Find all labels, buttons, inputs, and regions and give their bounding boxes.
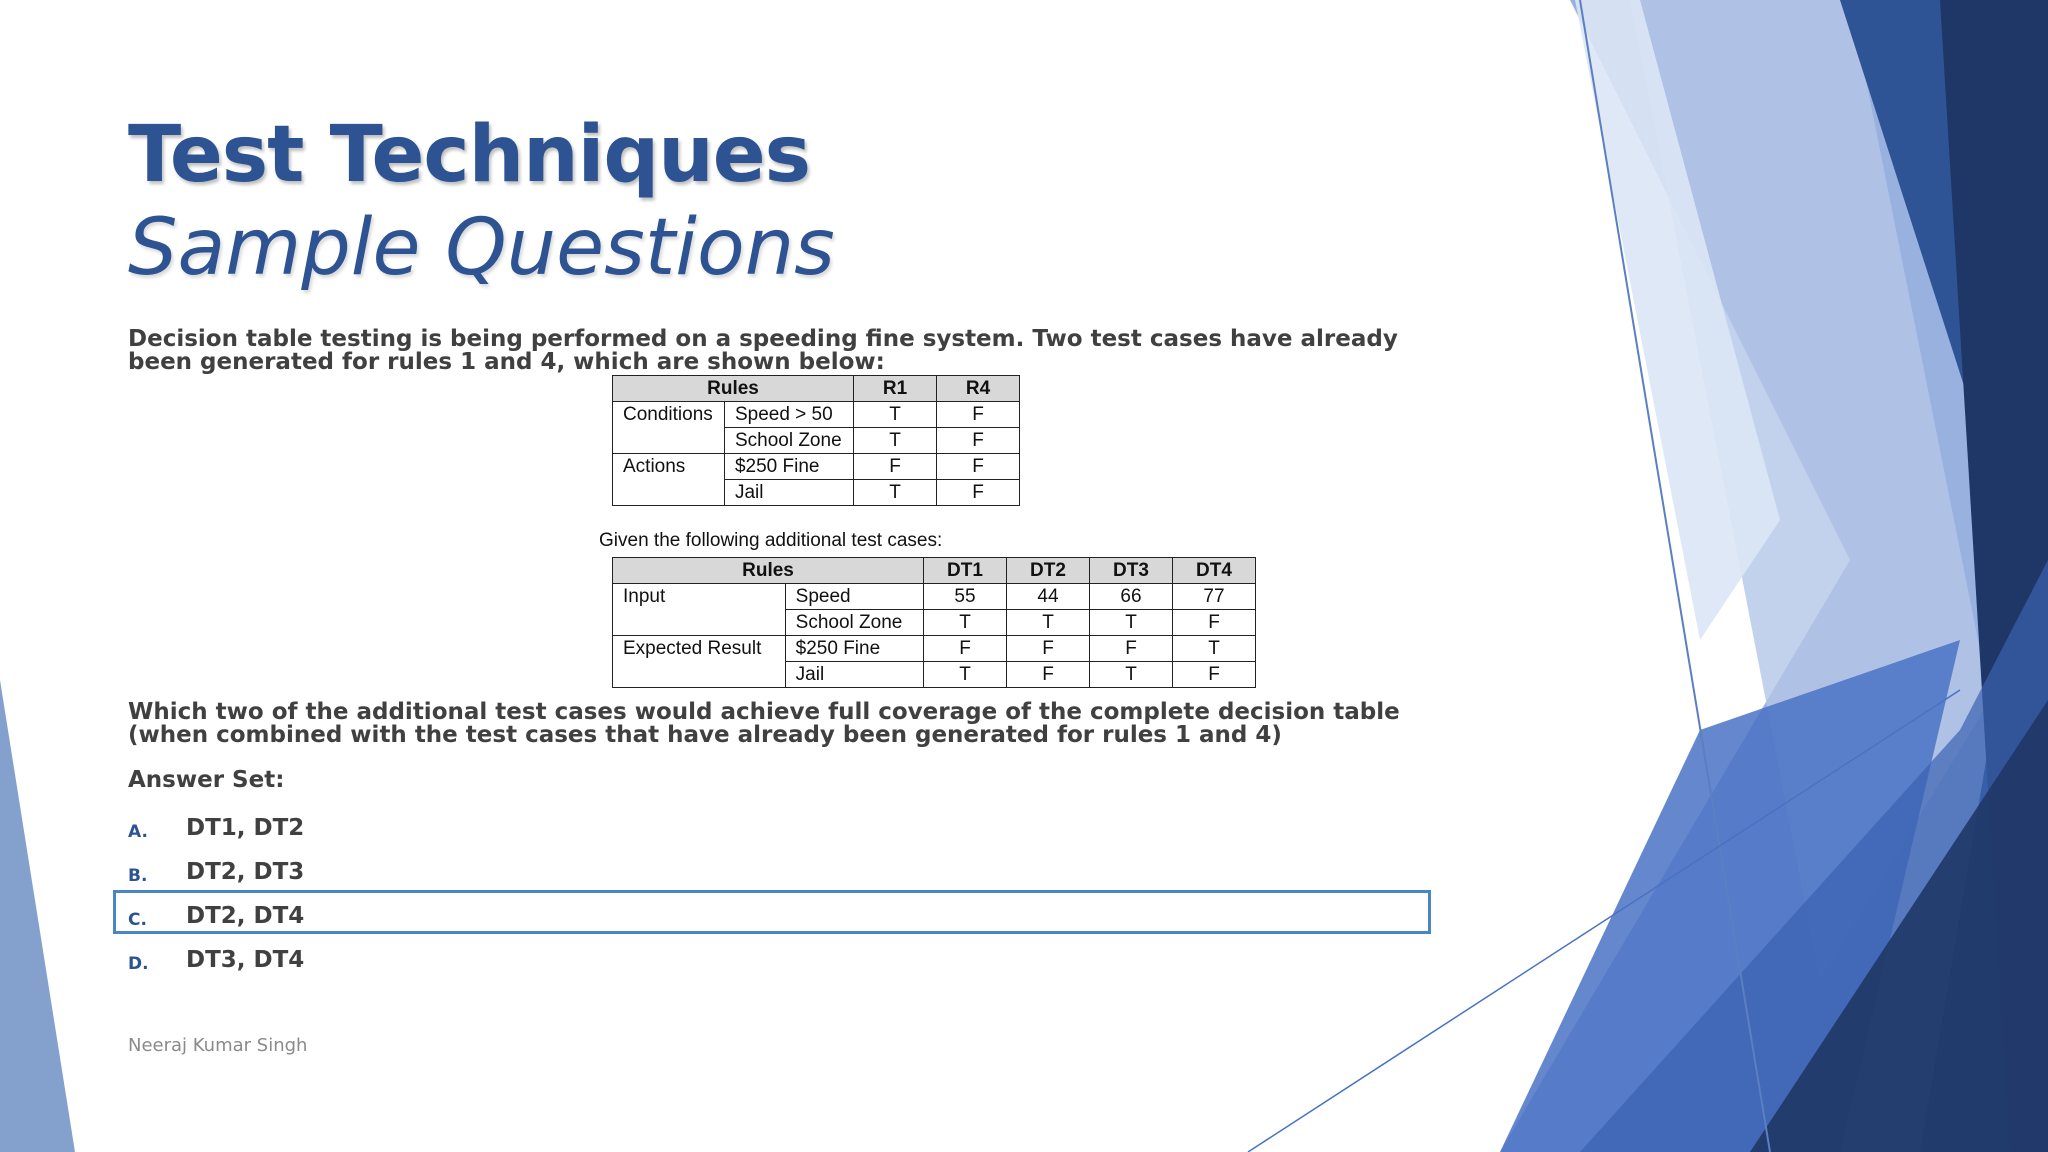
footer-author: Neeraj Kumar Singh (128, 1035, 308, 1056)
table-cell: F (1007, 636, 1090, 662)
table-header-cell: R4 (937, 376, 1020, 402)
row-label: Speed > 50 (724, 402, 853, 428)
option-letter: D. (128, 954, 149, 974)
test-cases-table (612, 557, 1256, 688)
group-label: Input (613, 584, 786, 636)
row-label: School Zone (785, 610, 923, 636)
table-cell: 44 (1007, 584, 1090, 610)
table-cell: F (937, 454, 1020, 480)
table-row (613, 402, 1020, 428)
row-label: Speed (785, 584, 923, 610)
table-cell: F (924, 636, 1007, 662)
option-letter: A. (128, 822, 148, 842)
row-label: $250 Fine (724, 454, 853, 480)
option-text: DT2, DT4 (186, 903, 305, 929)
slide-subtitle: Sample Questions (128, 203, 835, 293)
answer-set-label: Answer Set: (128, 767, 285, 793)
table-header-cell: DT2 (1007, 558, 1090, 584)
answer-option-c[interactable] (128, 900, 1428, 944)
table-cell: T (924, 610, 1007, 636)
table-cell: F (937, 428, 1020, 454)
option-text: DT1, DT2 (186, 815, 305, 841)
table-header-cell: DT1 (924, 558, 1007, 584)
question-intro: Decision table testing is being performed on a speeding fine system. Two test cases have already been generated for rules 1 and 4, which are shown below: (128, 326, 1398, 375)
slide-title: Test Techniques (128, 110, 811, 200)
table-cell: F (1007, 662, 1090, 688)
table-cell: F (1090, 636, 1173, 662)
question-text: Which two of the additional test cases would achieve full coverage of the complete decision table (when combined with the test cases that have already been generated for rules 1 and 4) (128, 699, 1400, 748)
table-cell: 77 (1173, 584, 1256, 610)
option-letter: C. (128, 910, 147, 930)
table-cell: T (1173, 636, 1256, 662)
table-cell: F (937, 402, 1020, 428)
given-caption: Given the following additional test cases: (599, 530, 943, 551)
table-cell: T (924, 662, 1007, 688)
table-cell: 55 (924, 584, 1007, 610)
table-header-cell: Rules (613, 376, 854, 402)
row-label: Jail (785, 662, 923, 688)
table-cell: T (854, 480, 937, 506)
row-label: Jail (724, 480, 853, 506)
row-label: School Zone (724, 428, 853, 454)
table-cell: F (1173, 610, 1256, 636)
option-text: DT3, DT4 (186, 947, 305, 973)
table-header-cell: R1 (854, 376, 937, 402)
group-label: Expected Result (613, 636, 786, 688)
table-cell: T (854, 428, 937, 454)
table-row (613, 636, 1256, 662)
table-header-row (613, 558, 1256, 584)
rules-decision-table (612, 375, 1020, 506)
table-header-cell: DT3 (1090, 558, 1173, 584)
table-header-cell: Rules (613, 558, 924, 584)
table-row (613, 454, 1020, 480)
option-letter: B. (128, 866, 148, 886)
table-cell: 66 (1090, 584, 1173, 610)
table-cell: F (937, 480, 1020, 506)
row-label: $250 Fine (785, 636, 923, 662)
table-cell: T (854, 402, 937, 428)
table-header-row (613, 376, 1020, 402)
answer-option-a[interactable] (128, 812, 1428, 856)
group-label: Actions (613, 454, 725, 506)
table-cell: F (854, 454, 937, 480)
table-cell: T (1090, 610, 1173, 636)
answer-option-d[interactable] (128, 944, 1428, 988)
table-cell: F (1173, 662, 1256, 688)
table-cell: T (1090, 662, 1173, 688)
table-cell: T (1007, 610, 1090, 636)
table-row (613, 584, 1256, 610)
option-text: DT2, DT3 (186, 859, 305, 885)
group-label: Conditions (613, 402, 725, 454)
table-header-cell: DT4 (1173, 558, 1256, 584)
